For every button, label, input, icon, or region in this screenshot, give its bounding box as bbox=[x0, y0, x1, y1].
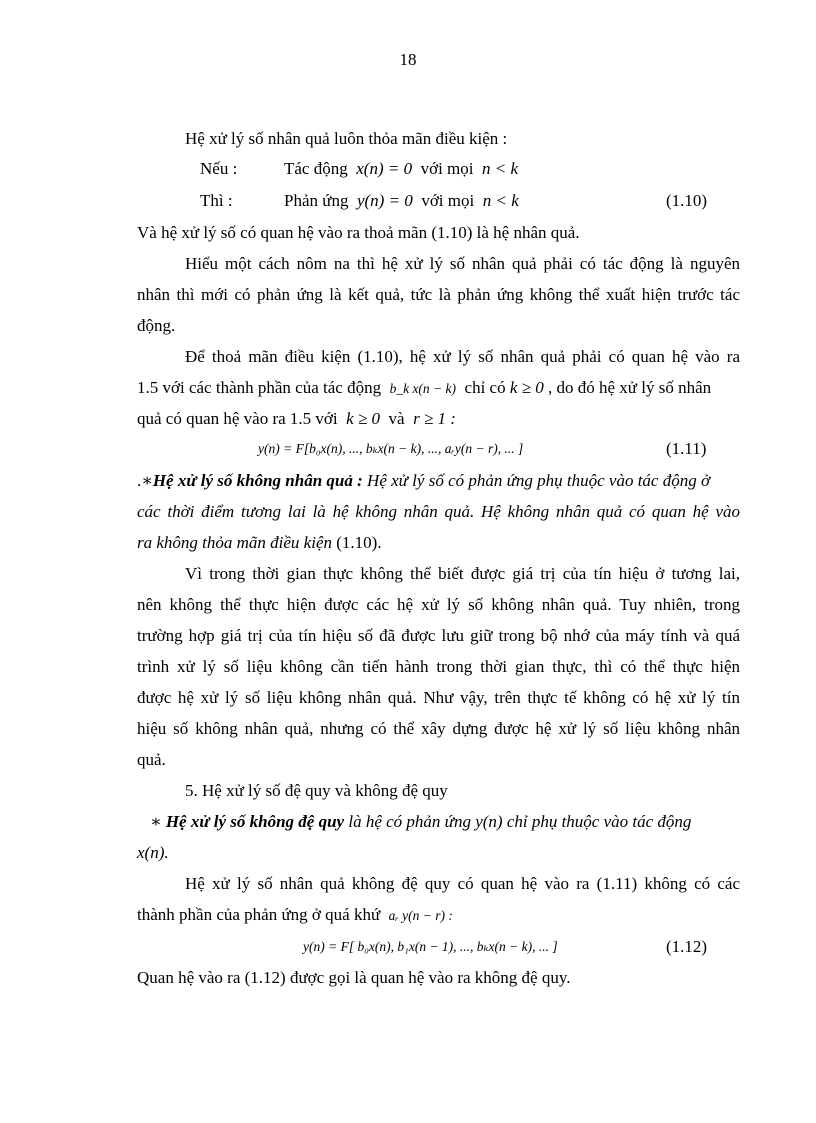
paragraph-line: Vì trong thời gian thực không thể biết được giá trị của tín hiệu ở tương lai, bbox=[185, 564, 740, 583]
condition-then-label: Thì : bbox=[200, 191, 233, 210]
paragraph-line: trường hợp giá trị của tín hiệu số đã được lưu giữ trong bộ nhớ của máy tính và quá bbox=[137, 626, 740, 645]
paragraph-line: quả có quan hệ vào ra 1.5 với k ≥ 0 và r ≥ 1 : bbox=[137, 409, 456, 428]
equation-number-1-10: (1.10) bbox=[666, 191, 708, 210]
paragraph-line: ∗ Hệ xử lý số không đệ quy là hệ có phản ứng y(n) chỉ phụ thuộc vào tác động bbox=[150, 812, 692, 831]
paragraph-line: Hệ xử lý số nhân quả luôn thỏa mãn điều kiện : bbox=[185, 129, 508, 148]
condition-then-text: Phản ứng y(n) = 0 với mọi n < k bbox=[284, 191, 519, 210]
paragraph-line: động. bbox=[137, 316, 176, 335]
equation-number-1-12: (1.12) bbox=[666, 937, 708, 956]
paragraph-line: .∗Hệ xử lý số không nhân quả : Hệ xử lý số có phản ứng phụ thuộc vào tác động ở bbox=[137, 471, 711, 490]
paragraph-line: các thời điểm tương lai là hệ không nhân quả. Hệ không nhân quả có quan hệ vào bbox=[137, 502, 740, 521]
paragraph-line: Để thoả mãn điều kiện (1.10), hệ xử lý số nhân quả phải có quan hệ vào ra bbox=[185, 347, 740, 366]
paragraph-line: được hệ xử lý số liệu không nhân quả. Như vậy, trên thực tế không có hệ xử lý tín bbox=[137, 688, 740, 707]
page-number: 18 bbox=[399, 50, 417, 69]
equation-1-12: y(n) = F[ b₀x(n), b₁x(n − 1), ..., bₖx(n − k), ... ] bbox=[303, 939, 558, 954]
equation-1-11: y(n) = F[b₀x(n), ..., bₖx(n − k), ..., aᵣy(n − r), ... ] bbox=[258, 441, 524, 456]
paragraph-line: x(n). bbox=[137, 843, 169, 862]
paragraph-line: Và hệ xử lý số có quan hệ vào ra thoả mãn (1.10) là hệ nhân quả. bbox=[137, 223, 580, 242]
paragraph-line: Hiểu một cách nôm na thì hệ xử lý số nhân quả phải có tác động là nguyên bbox=[185, 254, 740, 273]
condition-if-text: Tác động x(n) = 0 với mọi n < k bbox=[284, 159, 519, 178]
paragraph-line: quả. bbox=[137, 750, 166, 769]
paragraph-line: ra không thỏa mãn điều kiện (1.10). bbox=[137, 533, 382, 552]
equation-number-1-11: (1.11) bbox=[666, 439, 707, 458]
condition-if-label: Nếu : bbox=[200, 159, 238, 178]
paragraph-line: Hệ xử lý số nhân quả không đệ quy có quan hệ vào ra (1.11) không có các bbox=[185, 874, 740, 893]
paragraph-line: Quan hệ vào ra (1.12) được gọi là quan hệ vào ra không đệ quy. bbox=[137, 968, 571, 987]
paragraph-line: nên không thể thực hiện được các hệ xử lý số không nhân quả. Tuy nhiên, trong bbox=[137, 595, 740, 614]
paragraph-line: thành phần của phản ứng ở quá khứ aᵣ y(n − r) : bbox=[137, 905, 453, 924]
section-heading: 5. Hệ xử lý số đệ quy và không đệ quy bbox=[185, 781, 448, 800]
paragraph-line: 1.5 với các thành phần của tác động b_k x(n − k) chỉ có k ≥ 0 , do đó hệ xử lý số nhân bbox=[137, 378, 712, 397]
paragraph-line: trình xử lý số liệu không cần tiến hành trong thời gian thực, thì có thể thực hiện bbox=[137, 657, 740, 676]
paragraph-line: hiệu số không nhân quả, nhưng có thể xây dựng được hệ xử lý số liệu không nhân bbox=[137, 719, 740, 738]
paragraph-line: nhân thì mới có phản ứng là kết quả, tức là phản ứng không thể xuất hiện trước tác bbox=[137, 285, 740, 304]
